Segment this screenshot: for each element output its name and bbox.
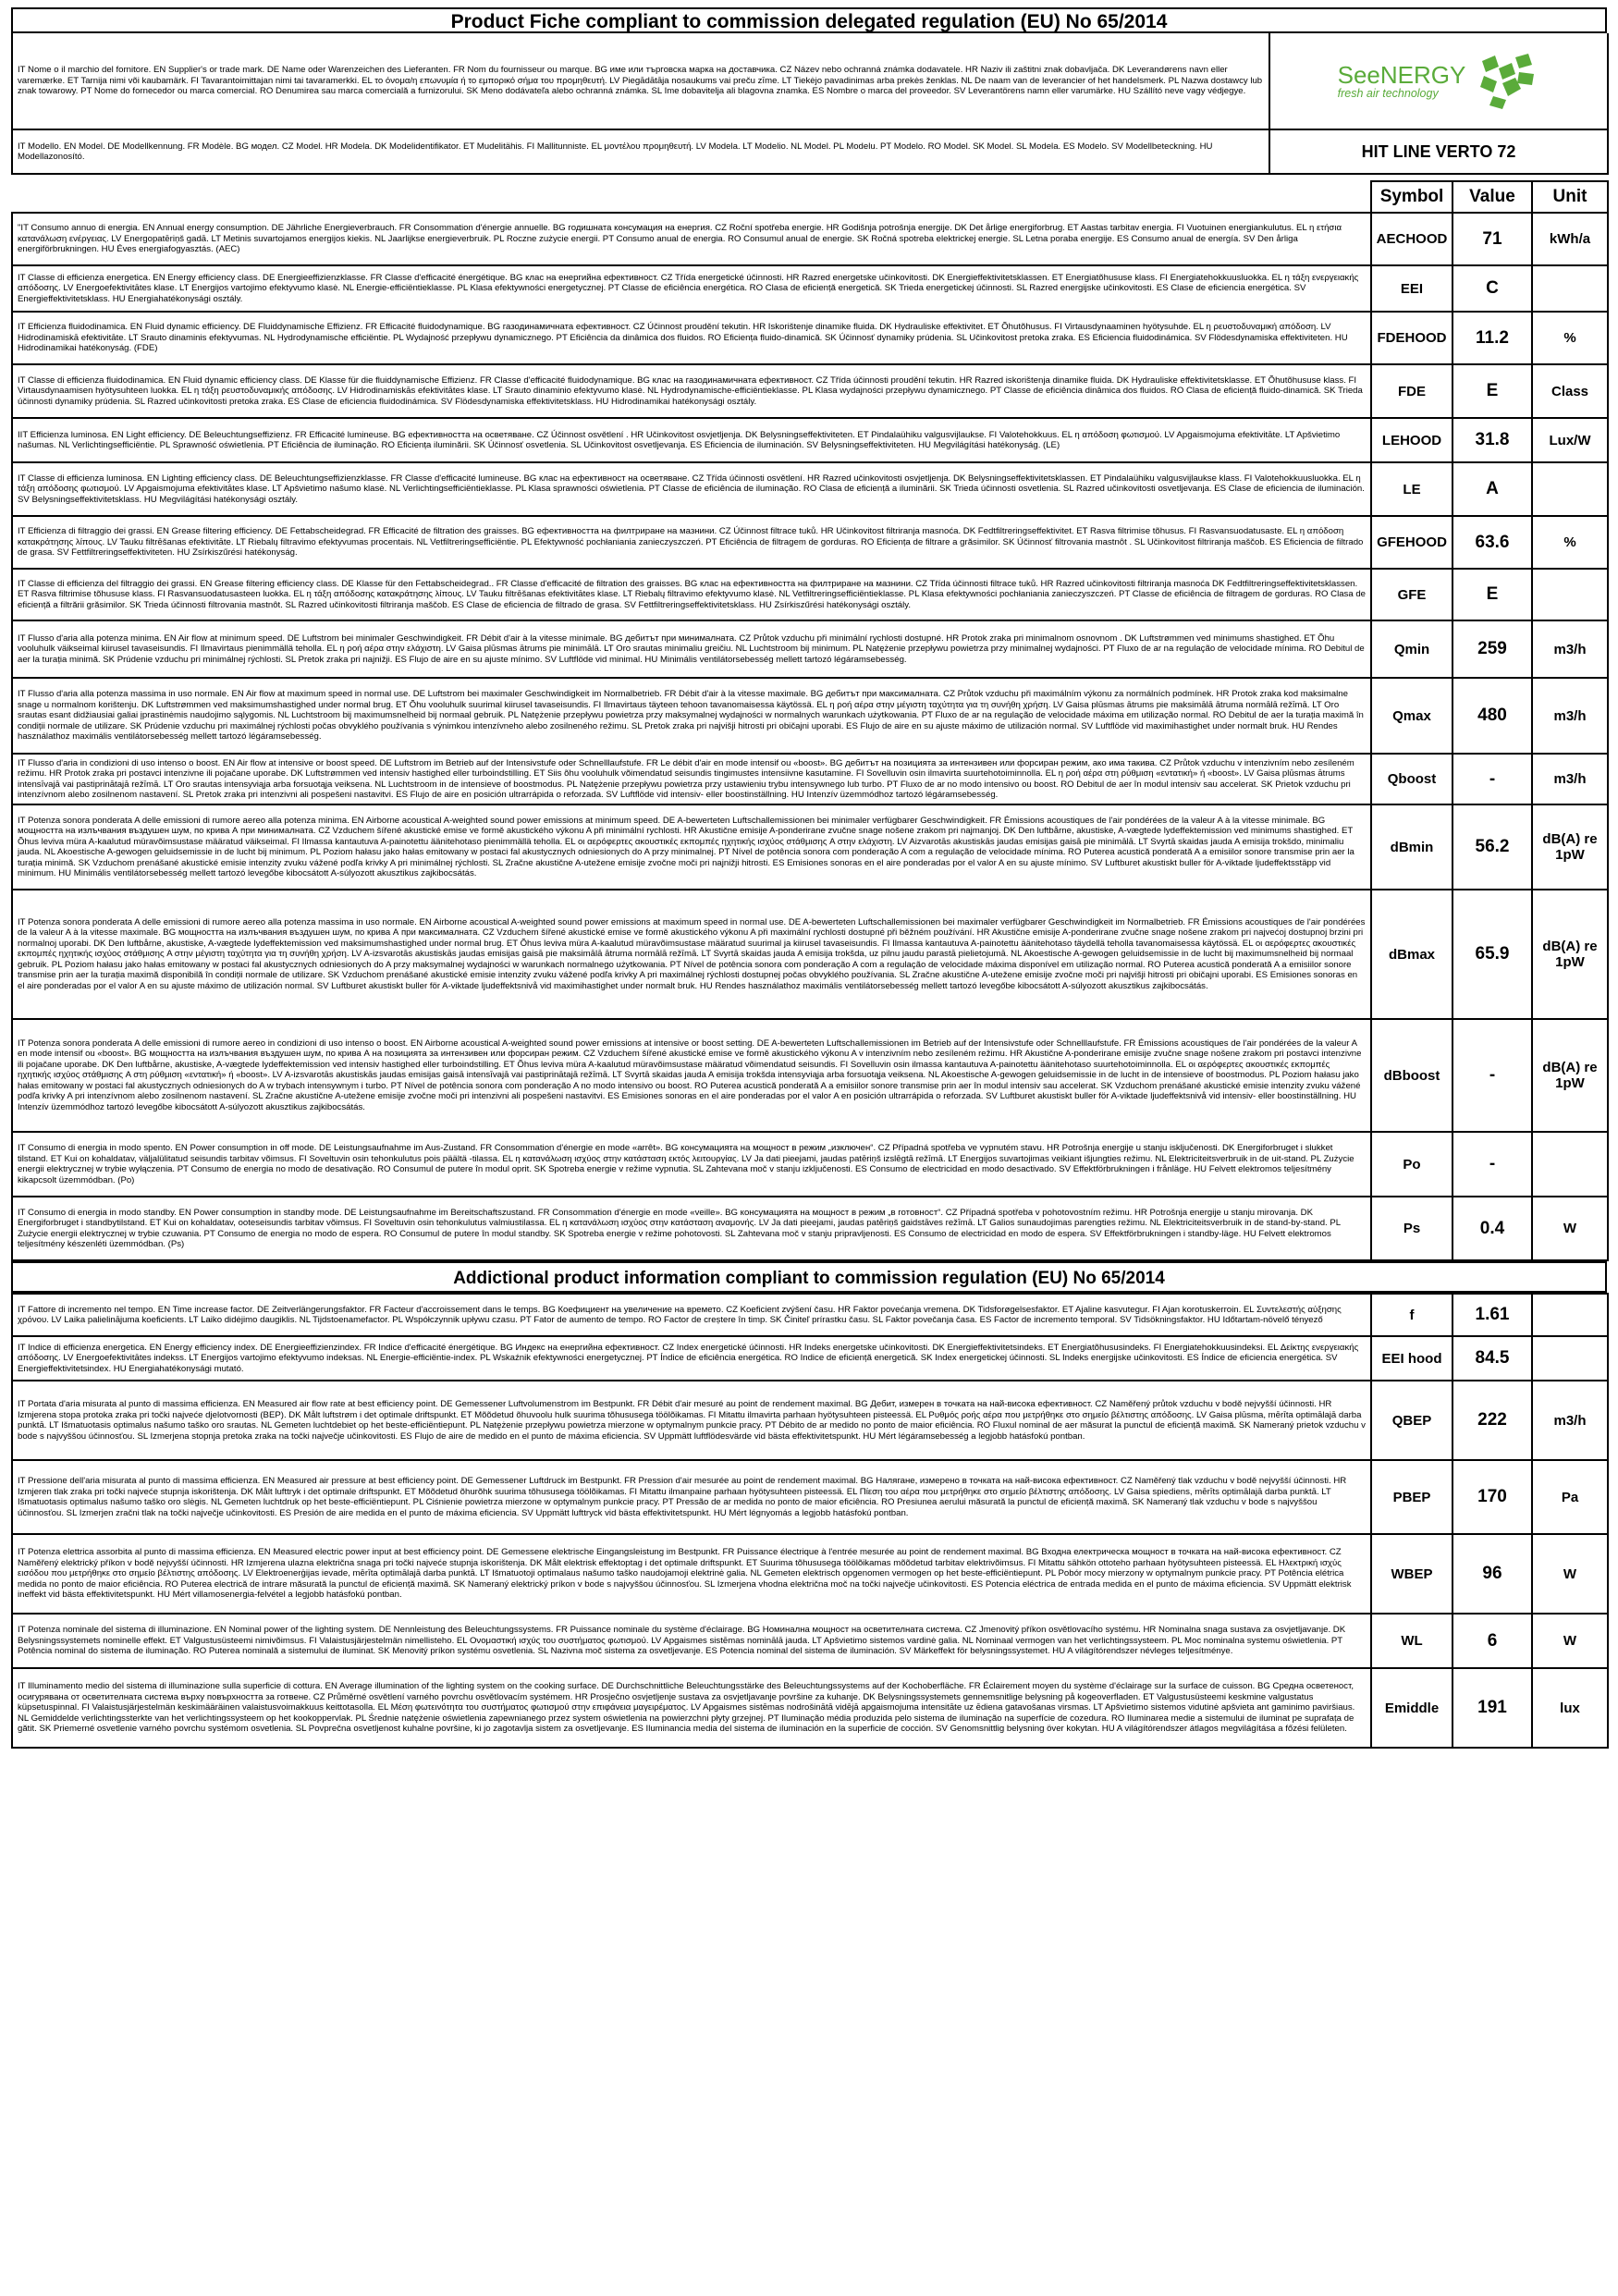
row-desc: IT Illuminamento medio del sistema di illuminazione sulla superficie di cottura. EN Average illumination of the lighting system on the cooking surface. DE Durchschnittliche Beleuchtungsstärke des Beleuchtungssystems auf der Kochoberfläche. FR Éclairement moyen du système d'éclairage sur la surface de cuisson. BG Средна осветеност, осигурявана от осветителната система върху повърхността за готвене. CZ Průměrné osvětlení varného povrchu osvětlovacím systémem. HR Prosječno osvjetljenje sustava za osvjetljavanje površine za kuhanje. DK Belysningssystemets gennemsnitlige belysning på kogeoverfladen. ET Valgustusüsteemi keskmine valgustatus küpsetuspinnal. FI Valaistusjärjestelmän keskimääräinen valaistusvoimakkuus keittotasolla. EL Μέση φωτεινότητα του συστήματος φωτισμού στην επιφάνεια μαγειρέματος. LV Apgaismes sistēmas nodrošinātā vidējā apgaismojuma intensitāte uz ēdiena gatavošanas virsmas. LT Apšvietimo sistemos vidutinė apšvieta ant gaminimo paviršiaus. NL Gemiddelde verlichtingssterkte van het verlichtingssysteem op het kookoppervlak. PL Średnie natężenie oświetlenia zapewnianego przez system oświetlenia na powierzchni płyty grzejnej. PT Iluminação média produzida pelo sistema de iluminação na superfície de cozedura. RO Iluminarea medie a sistemului de iluminat pe suprafața de gătit. SK Priemerné osvetlenie varného povrchu systémom osvetlenia. SL Povprečna osvetljenost kuhalne površine, ki jo zagotavlja sistem za osvetljevanje. ES Iluminancia media del sistema de iluminación en la superficie de cocción. SV Genomsnittlig belysning över kokytan. HU A világítórendszer átlagos megvilágítása a főzési felületen.	[12, 1668, 1371, 1748]
table-row	[12, 569, 1608, 620]
row-symbol: dBmax	[1371, 890, 1453, 1019]
header-table	[11, 33, 1609, 175]
row-value: 259	[1453, 620, 1532, 678]
fiche-title: Product Fiche compliant to commission delegated regulation (EU) No 65/2014	[11, 7, 1607, 33]
row-desc: IT Indice di efficienza energetica. EN Energy efficiency index. DE Energieeffizienzindex. FR Indice d'efficacité énergétique. BG Индекс на енергийна ефективност. CZ Index energetické účinnosti. HR Indeks energetske učinkovitosti. DK Energieffektivitetsindeks. ET Energiatõhususindeks. FI Energiatehokkuusindeksi. EL Δείκτης ενεργειακής απόδοσης. LV Energoefektivitātes indekss. LT Energijos vartojimo efektyvumo indeksas. NL Energie-efficiëntie-index. PL Wskaźnik efektywności energetycznej. PT Índice de eficiência energética. RO Indice de eficiență energetică. SK Index energetickej účinnosti. SL Indeks energijske učinkovitosti. ES Índice de eficiencia energética. SV Energieffektivitetsindex. HU Energiahatékonysági mutató.	[12, 1336, 1371, 1381]
row-symbol: LEHOOD	[1371, 418, 1453, 462]
header-unit: Unit	[1532, 181, 1608, 213]
row-value: 71	[1453, 213, 1532, 265]
row-desc: IT Consumo di energia in modo spento. EN Power consumption in off mode. DE Leistungsaufnahme im Aus-Zustand. FR Consommation d'énergie en mode «arrêt». BG консумацията на мощност в режим „изключен“. CZ Případná spotřeba ve vypnutém stavu. HR Potrošnja energije u stanju isključenosti. DK Energiforbruget i slukket tilstand. ET Kui on kohaldatav, väljalülitatud seisundis tarbitav võimsus. FI Soveltuvin osin tehonkulutus pois päältä -tilassa. EL η κατανάλωση ισχύος στην κατάσταση εκτός λειτουργίας. LV Ja dati pieejami, jaudas patēriņš izslēgtā režīmā. LT Energijos suvartojimas veikiant išjungties režimu. NL Elektriciteitsverbruik in de uit-stand. PL Zużycie energii elektrycznej w trybie wyłączenia. PT Consumo de energia no modo de desativação. RO Consumul de putere în modul oprit. SK Spotreba energie v režime vypnutia. SL Zahtevana moč v stanju izključenosti. ES Consumo de electricidad en modo desactivado. SV Effektförbrukningen i frånläge. HU Felvett elektromos teljesítmény kikapcsolt üzemmódban. (Po)	[12, 1132, 1371, 1197]
table-row	[12, 1336, 1608, 1381]
row-unit: m3/h	[1532, 620, 1608, 678]
header-value: Value	[1453, 181, 1532, 213]
table-row	[12, 364, 1608, 418]
row-symbol: Ps	[1371, 1197, 1453, 1260]
row-symbol: dBboost	[1371, 1019, 1453, 1132]
table-row	[12, 1614, 1608, 1668]
row-unit: m3/h	[1532, 678, 1608, 754]
table-row	[12, 213, 1608, 265]
table-row	[12, 1460, 1608, 1534]
table-row	[12, 1294, 1608, 1336]
row-value: E	[1453, 364, 1532, 418]
row-value: 96	[1453, 1534, 1532, 1614]
row-value: A	[1453, 462, 1532, 516]
row-desc: "IT Consumo annuo di energia. EN Annual energy consumption. DE Jährliche Energieverbrauch. FR Consommation d'énergie annuelle. BG годишната консумация на енергия. CZ Roční spotřeba energie. HR Godišnja potrošnja energije. DK Det årlige energiforbrug. ET Aastas tarbitav energia. FI Vuotuinen energiankulutus. EL η ετήσια κατανάλωση ενέργειας. LV Energopatēriņš gadā. LT Metinis suvartojamos energijos kiekis. NL Jaarlijkse energieverbruik. PL Roczne zużycie energii. PT Consumo anual de energia. RO Consumul anual de energie. SK Ročná spotreba elektrickej energie. SL Letna poraba energije. ES Consumo anual de energía. SV Den årliga energiförbrukningen. HU Éves energiafogyasztás. (AEC)	[12, 213, 1371, 265]
row-symbol: WBEP	[1371, 1534, 1453, 1614]
additional-table	[11, 1293, 1609, 1749]
row-desc: IT Classe di efficienza fluidodinamica. EN Fluid dynamic efficiency class. DE Klasse für die fluiddynamische Effizienz. FR Classe d'efficacité fluidodynamique. BG клас на газодинамичната ефективност. CZ Třída účinnosti proudění tekutin. HR Razred iskorištenja dinamike fluida. DK Hydrauliske effektivitetsklasse. ET Õhutõhususe klass. FI Virtausdynaamisen hyötysuhteen luokka. EL η τάξη ρευστοδυναμικής απόδοσης. LV Hidrodinamiskās efektivitātes klase. LT Srauto dinaminio efektyvumo klasė. NL Hydrodynamische-efficiëntieklasse. PL Klasa wydajności przepływu dynamicznego. PT Classe de eficiência dinâmica dos fluidos. RO Clasa de eficiență fluido-dinamică. SK Trieda účinnosti dynamiky prúdenia. SL Razred učinkovitosti pretoka zraka. ES Clase de eficiencia fluidodinámica. SV Flödesdynamiska effektivitetsklass. HU Hidrodinamikai hatékonysági osztály.	[12, 364, 1371, 418]
table-row	[12, 1019, 1608, 1132]
table-row	[12, 265, 1608, 312]
row-symbol: EEI hood	[1371, 1336, 1453, 1381]
model-desc: IT Modello. EN Model. DE Modellkennung. FR Modèle. BG модел. CZ Model. HR Modela. DK Modelidentifikator. ET Mudelitähis. FI Mallitunniste. EL μοντέλου προμηθευτή. LV Modela. LT Modelio. NL Model. PL Modelu. PT Modelo. RO Model. SK Model. SL Modela. ES Modelo. SV Modellbeteckning. HU Modellazonosító.	[12, 129, 1269, 174]
row-unit: dB(A) re 1pW	[1532, 804, 1608, 890]
row-desc: IT Potenza nominale del sistema di illuminazione. EN Nominal power of the lighting system. DE Nennleistung des Beleuchtungssystems. FR Puissance nominale du système d'éclairage. BG Номинална мощност на осветителната система. CZ Jmenovitý příkon osvětlovacího systému. HR Nominalna snaga sustava za osvjetljavanje. DK Belysningssystemets nominelle effekt. ET Valgustusüsteemi nimivõimsus. FI Valaistusjärjestelmän nimellisteho. EL Ονομαστική ισχύς του συστήματος φωτισμού. LV Apgaismes sistēmas nominālā jauda. LT Apšvietimo sistemos vardinė galia. NL Nominaal vermogen van het verlichtingssysteem. PL Moc nominalna systemu oświetlenia. PT Potência nominal do sistema de iluminação. RO Puterea nominală a sistemului de iluminat. SK Menovitý príkon systému osvetlenia. SL Nazivna moč sistema za osvetljevanje. ES Potencia nominal del sistema de iluminación. SV Märkeffekt för belysningssystemet. HU A világítórendszer névleges teljesítménye.	[12, 1614, 1371, 1668]
row-value: 222	[1453, 1381, 1532, 1460]
table-row	[12, 312, 1608, 364]
seenergy-leaf-logo-icon	[1475, 54, 1539, 109]
row-desc: IT Pressione dell'aria misurata al punto di massima efficienza. EN Measured air pressure at best efficiency point. DE Gemessener Luftdruck im Bestpunkt. FR Pression d'air mesurée au point de rendement maximal. BG Налягане, измерено в точката на най-висока ефективност. CZ Naměřený tlak vzduchu v bodě nejvyšší účinnosti. HR Izmjeren tlak zraka pri točki najveće stupnja iskorištenja. DK Målt lufttryk i det optimale driftspunkt. ET Mõõdetud õhurõhk suurima tõhususega töölõikamas. FI Mitattu ilmanpaine parhaan hyötysuhteen pisteessä. EL Πίεση του αέρα που μετρήθηκε στο σημείο βέλτιστης απόδοσης. LV Gaisa spiediens, mērīts optimālajā darba punktā. LT Išmatuotasis optimalus našumo taško oro slėgis. NL Gemeten luchtdruk op het beste-efficiëntiepunt. PL Ciśnienie powietrza mierzone w optymalnym punkcie pracy. PT Pressão de ar medida no ponto de maior eficiência. RO Presiunea aerului măsurată la punctul de eficiență maximă. SK Nameraný tlak vzduchu v bode s najvyššou účinnosťou. SL Izmerjen zračni tlak na točki največje učinkovitosti. ES Presión de aire medida en el punto de máxima eficiencia. SV Uppmätt lufttryck vid bästa effektivitetspunkt. HU Mért légnyomás a legjobb hatásfokú pontban.	[12, 1460, 1371, 1534]
row-desc: IT Portata d'aria misurata al punto di massima efficienza. EN Measured air flow rate at best efficiency point. DE Gemessener Luftvolumenstrom im Bestpunkt. FR Débit d'air mesuré au point de rendement maximal. BG Дебит, измерен в точката на най-висока ефективност. CZ Naměřený průtok vzduchu v bodě nejvyšší účinnosti. HR Izmjerena stopa protoka zraka pri točki najveće djelotvornosti (BEP). DK Målt luftstrøm i det optimale driftspunkt. ET Mõõdetud õhuvoolu hulk suurima tõhususega töölõikamas. FI Mitattu ilmavirta parhaan hyötysuhteen pisteessä. EL Ρυθμός ροής αέρα που μετρήθηκε στο σημείο βέλτιστης απόδοσης. LV Gaisa plūsma, mērīta optimālajā darba punktā. LT Išmatuotasis optimalus našumo taško oro srautas. NL Gemeten luchtdebiet op het beste-efficiëntiepunt. PL Natężenie przepływu powietrza mierzone w optymalnym punkcie pracy. PT Débito de ar medido no ponto de maior eficiência. RO Fluxul nominal de aer măsurat la punctul de eficiență maximă. SK Nameraný prietok vzduchu v bode s najvyššou účinnosťou. SL Izmerjena stopnja pretoka zraka na točki največje učinkovitosti. ES Flujo de aire de medido en el punto de máxima eficiencia. SV Uppmätt luftflödesvärde vid bästa effektivitetspunkt. HU Mért légáramsebesség a legjobb hatásfokú pontban.	[12, 1381, 1371, 1460]
row-desc: IT Efficienza fluidodinamica. EN Fluid dynamic efficiency. DE Fluiddynamische Effizienz. FR Efficacité fluidodynamique. BG газодинамичната ефективност. CZ Účinnost proudění tekutin. HR Iskorištenje dinamike fluida. DK Hydrauliske effektivitet. ET Õhutõhusus. FI Virtausdynaaminen hyötysuhde. EL η ρευστοδυναμική απόδοση. LV Hidrodinamiskā efektivitāte. LT Srauto dinaminis efektyvumas. NL Hydrodynamische efficiëntie. PL Wydajność przepływu dynamicznego. PT Eficiência da dinâmica dos fluidos. RO Eficiența fluido-dinamică. SK Účinnosť dynamiky prúdenia. SL Učinkovitost pretoka zraka. ES Eficiencia fluidodinámica. SV Flödesdynamiska effektiviteten. HU Hidrodinamikai hatékonyság. (FDE)	[12, 312, 1371, 364]
row-symbol: Po	[1371, 1132, 1453, 1197]
row-value: -	[1453, 1019, 1532, 1132]
header-blank	[12, 181, 1371, 213]
row-value: 1.61	[1453, 1294, 1532, 1336]
row-unit: W	[1532, 1197, 1608, 1260]
row-desc: IT Potenza elettrica assorbita al punto di massima efficienza. EN Measured electric power input at best efficiency point. DE Gemessene elektrische Eingangsleistung im Bestpunkt. FR Puissance électrique à l'entrée mesurée au point de rendement maximal. BG Входна електрическа мощност в точката на най-висока ефективност. CZ Naměřený elektrický příkon v bodě nejvyšší účinnosti. HR Izmjerena ulazna električna snaga pri točki najveće stupnja iskorištenja. DK Målt elektrisk effektoptag i det optimale driftspunkt. ET Suurima tõhususega töölõikamas mõõdetud tarbitav elektrivõimsus. FI Mitattu sähkön ottoteho parhaan hyötysuhteen pisteessä. EL Ηλεκτρική ισχύς εισόδου που μετρήθηκε στο σημείο βέλτιστης απόδοσης. LV Elektroenerģijas ievade, mērīta optimālajā darba punktā. LT Išmatuotoji optimalaus našumo taško naudojamoji elektrinė galia. NL Gemeten elektrisch opgenomen vermogen op het beste-efficiëntiepunt. PL Pobór mocy mierzony w optymalnym punkcie pracy. PT Potência elétrica medida no ponto de maior eficiência. RO Puterea electrică de intrare măsurată la punctul de eficiență maximă. SK Nameraný elektrický príkon v bode s najvyššou účinnosťou. SL Izmerjena vhodna električna moč na točki največje učinkovitosti. ES Potencia eléctrica de entrada medida en el punto de máxima eficiencia. SV Uppmätt elektrisk ineffekt vid bästa effektivitetspunkt. HU Mért villamosenergia-felvétel a legjobb hatásfokú pontban.	[12, 1534, 1371, 1614]
row-unit	[1532, 462, 1608, 516]
row-value: 56.2	[1453, 804, 1532, 890]
row-symbol: dBmin	[1371, 804, 1453, 890]
row-unit: %	[1532, 312, 1608, 364]
row-symbol: PBEP	[1371, 1460, 1453, 1534]
row-symbol: WL	[1371, 1614, 1453, 1668]
row-symbol: EEI	[1371, 265, 1453, 312]
row-symbol: AECHOOD	[1371, 213, 1453, 265]
row-value: 84.5	[1453, 1336, 1532, 1381]
row-symbol: FDE	[1371, 364, 1453, 418]
row-value: -	[1453, 1132, 1532, 1197]
logo-main-text: SeeNERGY	[1337, 60, 1466, 89]
table-row	[12, 516, 1608, 569]
additional-info-title: Addictional product information compliant to commission regulation (EU) No 65/2014	[11, 1261, 1607, 1293]
row-unit	[1532, 569, 1608, 620]
row-symbol: f	[1371, 1294, 1453, 1336]
row-unit: m3/h	[1532, 754, 1608, 804]
row-unit: Lux/W	[1532, 418, 1608, 462]
row-desc: IT Consumo di energia in modo standby. EN Power consumption in standby mode. DE Leistungsaufnahme im Bereitschaftszustand. FR Consommation d'énergie en mode «veille». BG консумацията на мощност в режим „в готовност“. CZ Případná spotřeba v pohotovostním režimu. HR Potrošnja energije u stanju mirovanja. DK Energiforbruget i standbytilstand. ET Kui on kohaldatav, ooteseisundis tarbitav võimsus. FI Soveltuvin osin tehonkulutus valmiustilassa. EL η κατανάλωση ισχύος στην κατάσταση αναμονής. LV Ja dati pieejami, jaudas patēriņš gaidstāves režīmā. LT Galios sunaudojimas parengties režimu. NL Elektriciteitsverbruik in de stand-by-stand. PL Zużycie energii elektrycznej w trybie czuwania. PT Consumo de energia no modo de espera. RO Consumul de putere în modul standby. SK Spotreba energie v režime pohotovosti. SL Zahtevana moč v stanju pripravljenosti. ES Consumo de electricidad en modo de espera. SV Effektförbrukningen i standby-läge. HU Felvett elektromos teljesítmény készenléti üzemmódban. (Ps)	[12, 1197, 1371, 1260]
table-row	[12, 804, 1608, 890]
row-value: 480	[1453, 678, 1532, 754]
row-value: 11.2	[1453, 312, 1532, 364]
logo-sub-text: fresh air technology	[1337, 86, 1439, 100]
header-symbol: Symbol	[1371, 181, 1453, 213]
row-symbol: FDEHOOD	[1371, 312, 1453, 364]
row-unit	[1532, 265, 1608, 312]
row-unit: W	[1532, 1614, 1608, 1668]
table-row	[12, 1381, 1608, 1460]
main-table	[11, 180, 1609, 1261]
table-row	[12, 754, 1608, 804]
row-value: 191	[1453, 1668, 1532, 1748]
row-symbol: Qboost	[1371, 754, 1453, 804]
row-value: E	[1453, 569, 1532, 620]
row-symbol: GFE	[1371, 569, 1453, 620]
model-value: HIT LINE VERTO 72	[1269, 129, 1608, 174]
table-row	[12, 1197, 1608, 1260]
row-desc: IT Classe di efficienza energetica. EN Energy efficiency class. DE Energieeffizienzklasse. FR Classe d'efficacité énergétique. BG клас на енергийна ефективност. CZ Třída energetické účinnosti. HR Razred energetske učinkovitosti. DK Energieffektivitetsklassen. ET Energiatõhususe klass. FI Energiatehokkuusluokka. EL η τάξη ενεργειακής απόδοσης. LV Energoefektivitātes klase. LT Energijos vartojimo efektyvumo klasė. NL Energie-efficiëntieklasse. PL Klasa efektywności energetycznej. PT Classe de eficiência energética. RO Clasa de eficiență energetică. SK Trieda energetickej účinnosti. SL Razred energijske učinkovitosti. ES Clase de eficiencia energética. SV Energieffektivitetsklass. HU Energiahatékonysági osztály.	[12, 265, 1371, 312]
table-row	[12, 1534, 1608, 1614]
row-symbol: Qmax	[1371, 678, 1453, 754]
row-unit: kWh/a	[1532, 213, 1608, 265]
row-unit: W	[1532, 1534, 1608, 1614]
row-desc: IT Flusso d'aria in condizioni di uso intenso o boost. EN Air flow at intensive or boost speed. DE Luftstrom im Betrieb auf der Intensivstufe oder Schnelllaufstufe. FR Le débit d'air en mode intensif ou «boost». BG дебитът на позицията за интензивен или форсиран режим, ако има такива. CZ Průtok vzduchu v intenzivním nebo zesíleném režimu. HR Protok zraka pri postavci intenzivne ili pojačane uporabe. DK Luftstrømmen ved intensiv hastighed eller turboindstilling. ET Siis õhu vooluhulk võimendatud seisundis tingimustes intensiivne kasutamine. FI Sovelluvin osin ilmavirta suurtehotoiminnolla. EL η ροή αέρα στη ρύθμιση «εντατική» ή «boost». LV Gaisa plūsmas ātrums intensīvajā vai pastiprinātajā režīmā. LT Oro srautas intensyviąja arba forsuotąja veiksena. NL Luchtstroom in de intensieve of boostmodus. PL Natężenie przepływu powietrza przy ustawieniu trybu intensywnego lub turbo. PT Fluxo de ar no modo intensivo ou boost. RO Debitul de aer în modul intensiv sau accelerat. SK Prietok vzduchu pri intenzívnom alebo zosilnenom nastavení. SL Pretok zraka pri intenzivni ali pospešeni nastavitvi. ES Flujo de aire en posición ultrarrápida o reforzada. SV Luftflöde vid intensiv- eller boostinställning. HU Intenzív üzemmódhoz tartozó légáramsebesség.	[12, 754, 1371, 804]
row-unit	[1532, 1132, 1608, 1197]
row-desc: IT Classe di efficienza del filtraggio dei grassi. EN Grease filtering efficiency class. DE Klasse für den Fettabscheidegrad.. FR Classe d'efficacité de filtration des graisses. BG клас на ефективността на филтриране на мазнини. CZ Třída účinnosti filtrace tuků. HR Razred učinkovitosti filtriranja masnoća DK Fedtfiltreringseffektivitetsklassen. ET Rasva filtrimise tõhususe klass. FI Rasvansuodatusasteen luokka. EL η τάξη απόδοσης κατακράτησης λίπους. LV Tauku filtrēšanas efektivitātes klase. LT Riebalų filtravimo efektyvumo klasė. NL Vetfiltreringsefficiëntieklasse. PL Klasa efektywności pochłaniania zanieczyszczeń. PT Classe de eficiência de filtragem de gorduras. RO Clasa de eficiență a filtrării grăsimilor. SK Trieda účinnosti filtrovania mastnôt. SL Razred učinkovitosti filtriranja maščob. ES Clase de eficiencia de filtrado de grasa. SV Fettfiltreringseffektivitetsklass. HU Zsírkiszűrési hatékonysági osztály.	[12, 569, 1371, 620]
row-unit: %	[1532, 516, 1608, 569]
table-row	[12, 620, 1608, 678]
row-unit: dB(A) re 1pW	[1532, 1019, 1608, 1132]
row-desc: IT Classe di efficienza luminosa. EN Lighting efficiency class. DE Beleuchtungseffizienzklasse. FR Classe d'efficacité lumineuse. BG клас на ефективност на осветяване. CZ Třída účinnosti osvětlení. HR Razred učinkovitosti osvjetljenja. DK Belysningseffektivitetsklassen. ET Pindalaühiku valgusvijlaukse klass. FI Valotehokkuusluokka. EL η τάξη απόδοσης φωτισμού. LV Apgaismojuma efektivitātes klase. LT Apšvietimo našumo klasė. NL Verlichtingsefficiëntieklasse. PL Klasa sprawności oświetlenia. PT Classe de eficiência de iluminação. RO Clasa de eficiență a iluminării. SK Trieda účinnosti osvetlenia. SL Razred učinkovitosti osvetljevanja. ES Clase de eficiencia de iluminación. SV Belysningseffektivitetsklass. HU Megvilágítási hatékonysági osztály.	[12, 462, 1371, 516]
row-value: -	[1453, 754, 1532, 804]
table-row	[12, 1132, 1608, 1197]
row-desc: IT Potenza sonora ponderata A delle emissioni di rumore aereo alla potenza minima. EN Airborne acoustical A-weighted sound power emissions at minimum speed. DE A-bewerteten Luftschallemissionen bei minimaler verfügbarer Geschwindigkeit. FR Émissions acoustiques de l'air pondérées de la valeur A à la vitesse minimale. BG мощността на излъчвания въздушен шум, по крива А при минималната. CZ Vzduchem šířené akustické emise ve formě akustického výkonu A při minimální rychlosti. HR Akustične emisije A-ponderirane zvučne snage nošene zrakom pri najmanjoj. DK Den luftbårne, akustiske, A-vægtede lydeffektemission ved minimums shastighed. ET Õhus leviva müra A-kaalutud müravõimsustase määratud väikseimal. FI Ilmassa kantautuva A-painotettu äänitehotaso pienimmällä teholla. EL οι αερόφερτες ακουστικές εκπομπές ηχητικής ισχύος στάθμισης A στην ελάχιστη. LV Aizvarotās akustiskās jaudas emisijas gaisā pie minimālā. LT Svyrtā skaidas jauda A emisija trokšdo, minimaliu jauda. NL Akoestische A-gewogen geluidsemissie in de lucht bij minimum. PL Poziom hałasu jako hałas emitowany w postaci fal akustycznych odniesionych do A przy minimalnej. PT Nível de potência sonora com ponderação A com a regulação de velocidade mínima. RO Puterea acustică ponderată A a emisiilor sonore transmise prin aer la turația minimă. SK Vzduchom prenášané akustické emisie intenzity zvuku vážené podľa krivky A pri minimálnej rýchlosti. SL Zračne akustične A-utežene emisije zvočne moči pri najnižji hitrosti. ES Emisiones sonoras en el aire ponderadas por el valor A en su ajuste mínimo. SV Luftburet akustiskt buller för A-viktade ljudeffektsstäpp vid minimum. HU Minimális ventilátorsebesség mellett tartozó levegőbe kibocsátott A-súlyozott akusztikus zajkibocsátás.	[12, 804, 1371, 890]
row-desc: IIT Efficienza luminosa. EN Light efficiency. DE Beleuchtungseffizienz. FR Efficacité lumineuse. BG ефективността на осветяване. CZ Účinnost osvětlení . HR Učinkovitost osvjetljenja. DK Belysningseffektiviteten. ET Pindalaühiku valgusvijlaukse. FI Valotehokkuus. EL η απόδοση φωτισμού. LV Apgaismojuma efektivitāte. LT Apšvietimo našumas. NL Verlichtingsefficiëntie. PL Sprawność oświetlenia. PT Eficiência de iluminação. RO Eficiența iluminării. SK Účinnosť osvetlenia. SL Učinkovitost osvetljevanja. ES Eficiencia de iluminación. SV Belysningseffektiviteten. HU Megvilágítási hatékonyság. (LE)	[12, 418, 1371, 462]
row-value: 31.8	[1453, 418, 1532, 462]
table-row	[12, 890, 1608, 1019]
row-value: 63.6	[1453, 516, 1532, 569]
row-value: 65.9	[1453, 890, 1532, 1019]
table-row	[12, 418, 1608, 462]
row-unit	[1532, 1336, 1608, 1381]
row-unit: m3/h	[1532, 1381, 1608, 1460]
row-value: 6	[1453, 1614, 1532, 1668]
row-unit: dB(A) re 1pW	[1532, 890, 1608, 1019]
row-desc: IT Efficienza di filtraggio dei grassi. EN Grease filtering efficiency. DE Fettabscheidegrad. FR Efficacité de filtration des graisses. BG ефективността на филтриране на мазнини. CZ Účinnost filtrace tuků. HR Učinkovitost filtriranja masnoća. DK Fedtfiltreringseffektivitet. ET Rasva filtrimise tõhusus. FI Rasvansuodatusaste. EL η απόδοση κατακράτησης λίπους. LV Tauku filtrēšanas efektivitāte. LT Riebalų filtravimo efektyvumas procentais. NL Vetfiltreringsefficiëntie. PL Efektywność pochłaniania zanieczyszczeń. PT Eficiência de filtragem de gorduras. RO Eficiența de filtrare a grăsimilor. SK Účinnosť filtrovania mastnôt . SL Učinkovitost filtriranja maščob. ES Eficiencia de filtrado de grasa. SV Fettfiltreringseffektiviteten. HU Zsírkiszűrési hatékonyság.	[12, 516, 1371, 569]
product-fiche	[11, 7, 1607, 1749]
row-symbol: Qmin	[1371, 620, 1453, 678]
row-value: 0.4	[1453, 1197, 1532, 1260]
table-row	[12, 1668, 1608, 1748]
supplier-desc: IT Nome o il marchio del fornitore. EN Supplier's or trade mark. DE Name oder Warenzeichen des Lieferanten. FR Nom du fournisseur ou marque. BG име или търговска марка на доставчика. CZ Název nebo ochranná známka dodavatele. HR Naziv ili zaštitni znak dobavljača. DK Leverandørens navn eller varemærke. ET Tarnija nimi või kaubamärk. FI Tavarantoimittajan nimi tai tavaramerkki. EL το όνομα/η επωνυμία ή το εμπορικό σήμα του προμηθευτή. LV Piegādātāja nosaukums vai preču zīme. LT Tiekėjo pavadinimas arba prekės ženklas. NL De naam van de leverancier of het handelsmerk. PL Nazwa dostawcy lub znak towarowy. PT Nome do fornecedor ou marca comercial. RO Denumirea sau marca comercială a furnizorului. SK Meno dodávateľa alebo ochranná známka. SL Ime dobavitelja ali blagovna znamka. ES Nombre o marca del proveedor. SV Leverantörens namn eller varumärke. HU Szállító neve vagy védjegye.	[12, 33, 1269, 129]
row-unit: Pa	[1532, 1460, 1608, 1534]
row-symbol: QBEP	[1371, 1381, 1453, 1460]
row-desc: IT Flusso d'aria alla potenza massima in uso normale. EN Air flow at maximum speed in normal use. DE Luftstrom bei maximaler Geschwindigkeit im Normalbetrieb. FR Débit d'air à la vitesse maximale. BG дебитът при максималната. CZ Průtok vzduchu při maximálním výkonu za normálních podmínek. HR Protok zraka kod maksimalne snage u normalnom korištenju. DK Luftstrømmen ved maksimumshastighed under normal brug. ET Õhu vooluhulk suurimal kiirusel tavaseisundis. FI Ilmavirtaus täyteen tehoon tavanomaisessa käytössä. EL η ροή αέρα στην μέγιστη ταχύτητα για τη συνήθη χρήση. LV Gaisa plūsmas ātrums pie maksimālā ātruma normālā režīmā. LT Oro srautas esant didžiausiai galiai įprastinėmis naudojimo sąlygomis. NL Luchtstroom bij maximumsnelheid bij normaal gebruik. PL Natężenie przepływu powietrza przy maksymalnej wydajności w normalnych warunkach użytkowania. PT Fluxo de ar na regulação de velocidade máxima em utilização normal. RO Debitul de aer la turația maximă în condiții normale de utilizare. SK Prúdenie vzduchu pri maximálnej rýchlosti počas obvyklého používania s výnimkou intenzívneho alebo zosilneného režimu. SL Pretok zraka pri najvišji hitrosti pri običajni uporabi. ES Flujo de aire en su ajuste máximo de utilización normal. SV Luftflöde vid maximihastighet under normalt bruk. HU Rendes használathoz maximális ventilátorsebesség mellett tartozó légáramsebesség.	[12, 678, 1371, 754]
table-row	[12, 462, 1608, 516]
row-desc: IT Potenza sonora ponderata A delle emissioni di rumore aereo in condizioni di uso intenso o boost. EN Airborne acoustical A-weighted sound power emissions at intensive or boost setting. DE A-bewerteten Luftschallemissionen im Betrieb auf der Intensivstufe oder Schnelllaufstufe. FR Émissions acoustiques de l'air pondérées de la valeur A en mode intensif ou «boost». BG мощността на излъчвания въздушен шум, по крива А на позицията за интензивен или форсиран режим. CZ Vzduchem šířené akustické emise ve formě akustického výkonu A v intenzivním nebo zesíleném režimu. HR Akustične A-ponderirane emisije zvučne snage nošene zrakom pri postavci intenzivne ili pojačane uporabe. DK Den luftbårne, akustiske, A-vægtede lydeffektemission ved intensiv hastighed eller turboindstilling. ET Õhus leviva müra A-kaalutud müravõimsustase määratud võimendatud seisundis. FI Sovelluvin osin ilmassa kantautuva A-painotettu äänitehotaso suurtehotoiminnolla. EL οι αερόφερτες ακουστικές εκπομπές ηχητικής ισχύος στάθμισης A στη ρύθμιση «εντατική» ή «boost». LV A-izsvarotās akustiskās jaudas emisijas gaisā intensīvajā vai pastiprinātajā režīmā. LT Svyrtā skaidas jauda A emisija trokšda intensyviąja arba forsuotąja veiksena. NL Akoestische A-gewogen geluidsemissie in de lucht in de intensieve of boostmodus. PL Poziom hałasu jako hałas emitowany w postaci fal akustycznych odniesionych do A w trybach intensywnym i turbo. PT Nível de potência sonora com ponderação A no modo intensivo ou boost. RO Puterea acustică ponderată A a emisiilor sonore transmise prin aer în modul intensiv sau accelerat. SK Vzduchom prenášané akustické emisie intenzity zvuku vážené podľa krivky A pri intenzívnom alebo zosilnenom nastavení. SL Zračne akustične A-utežene emisije zvočne moči pri intenzivni ali pospešeni nastavitvi. ES Emisiones sonoras en el aire ponderadas por el valor A en posición ultrarrápida o reforzada. SV Luftburet akustiskt buller för A-viktade ljudeffektsnivå vid intensiv- eller boostinställning. HU Intenzív üzemmódhoz tartozó levegőbe kibocsátott A-súlyozott akusztikus zajkibocsátás.	[12, 1019, 1371, 1132]
row-unit: lux	[1532, 1668, 1608, 1748]
row-desc: IT Fattore di incremento nel tempo. EN Time increase factor. DE Zeitverlängerungsfaktor. FR Facteur d'accroissement dans le temps. BG Коефициент на увеличение на времето. CZ Koeficient zvýšení času. HR Faktor povećanja vremena. DK Tidsforøgelsesfaktor. ET Ajaline kasvutegur. FI Ajan korotuskerroin. EL Συντελεστής αύξησης χρόνου. LV Laika palielinājuma koeficients. LT Laiko didėjimo daugiklis. NL Tijdstoenamefactor. PL Współczynnik upływu czasu. PT Fator de aumento de tempo. RO Factor de creștere în timp. SK Činiteľ prírastku času. SL Faktor povečanja časa. ES Factor de incremento temporal. SV Tidsökningsfaktor. HU Időtartam-növelő tényező	[12, 1294, 1371, 1336]
supplier-logo	[1269, 33, 1608, 129]
row-unit	[1532, 1294, 1608, 1336]
row-desc: IT Potenza sonora ponderata A delle emissioni di rumore aereo alla potenza massima in uso normale. EN Airborne acoustical A-weighted sound power emissions at maximum speed in normal use. DE A-bewerteten Luftschallemissionen bei maximaler verfügbarer Geschwindigkeit im Normalbetrieb. FR Émissions acoustiques de l'air pondérées de la valeur A à la vitesse maximale. BG мощността на излъчвания въздушен шум, по крива А при максималната. CZ Vzduchem šířené akustické emise ve formě akustického výkonu A při maximální rychlosti dostupné při běžném používání. HR Akustične emisije A-ponderirane zvučne snage nošene zrakom pri najvećoj dostupnoj brzini pri normalnoj uporabi. DK Den luftbårne, akustiske, A-vægtede lydeffektemission ved maksimumshastighed under normal brug. ET Õhus leviva müra A-kaalutud müravõimsustase määratud suurimal ja kiirusel tavaseisundis. FI Ilmassa kantautuva A-painotettu äänitehotaso täydellä teholla tavanomaisessa käytössä. EL οι αερόφερτες ακουστικές εκπομπές ηχητικής ισχύος στάθμισης A στην μέγιστη ταχύτητα για τη συνήθη χρήση. LV A-izsvarotās akustiskās jaudas emisijas gaisā pie maksimālā ātruma normālā režīmā. LT Svyrtā skaidas jauda A emisija trokšda, uz pilnu jaudu parastā pielietojumā. NL Akoestische A-gewogen geluidsemissie in de lucht bij maximumsnelheid bij normaal gebruik. PL Poziom hałasu jako hałas emitowany w postaci fal akustycznych odniesionych do A przy maksymalnej wydajności w warunkach normalnego użytkowania. PT Nível de potência sonora com ponderação A com a regulação de velocidade máxima disponível em utilização normal. RO Puterea acustică ponderată A a emisiilor sonore transmise prin aer la turația maximă disponibilă în condiții normale de utilizare. SK Vzduchom prenášané akustické emisie intenzity zvuku vážené podľa krivky A pri maximálnej rýchlosti dostupnej počas obvyklého používania. SL Zračne akustične A-utežene emisije zvočne moči pri najvišji hitrosti pri običajni uporabi. ES Emisiones sonoras en el aire ponderadas por el valor A en su ajuste máximo de utilización normal. SV Luftburet akustiskt buller för A-viktade ljudeffektsnivå vid maximihastighet under normalt bruk. HU Rendes használathoz maximális ventilátorsebesség mellett tartozó levegőbe kibocsátott A-súlyozott akusztikus zajkibocsátás.	[12, 890, 1371, 1019]
row-unit: Class	[1532, 364, 1608, 418]
row-symbol: LE	[1371, 462, 1453, 516]
row-symbol: GFEHOOD	[1371, 516, 1453, 569]
row-value: C	[1453, 265, 1532, 312]
row-desc: IT Flusso d'aria alla potenza minima. EN Air flow at minimum speed. DE Luftstrom bei minimaler Geschwindigkeit. FR Débit d'air à la vitesse minimale. BG дебитът при минималната. CZ Průtok vzduchu při minimální rychlosti dostupné. HR Protok zraka pri minimalnom osnovnom . DK Luftstrømmen ved minimums shastighed. ET Õhu vooluhulk väikseimal kiirusel tavaseisundis. FI Ilmavirtaus pienimmällä teholla. EL η ροή αέρα στην ελάχιστη. LV Gaisa plūsmas ātrums pie minimālā. LT Oro srautas minimaliu greičiu. NL Luchtstroom bij minimum. PL Natężenie przepływu powietrza przy minimalnej wydajności. PT Fluxo de ar na regulação de velocidade mínima. RO Debitul de aer la turația minimă. SK Prúdenie vzduchu pri minimálnej rýchlosti. SL Pretok zraka pri najnižji. ES Flujo de aire en su ajuste mínimo. SV Luftflöde vid minimal. HU Minimális ventilátorsebesség mellett tartozó légáramsebesség.	[12, 620, 1371, 678]
row-symbol: Emiddle	[1371, 1668, 1453, 1748]
table-row	[12, 678, 1608, 754]
row-value: 170	[1453, 1460, 1532, 1534]
